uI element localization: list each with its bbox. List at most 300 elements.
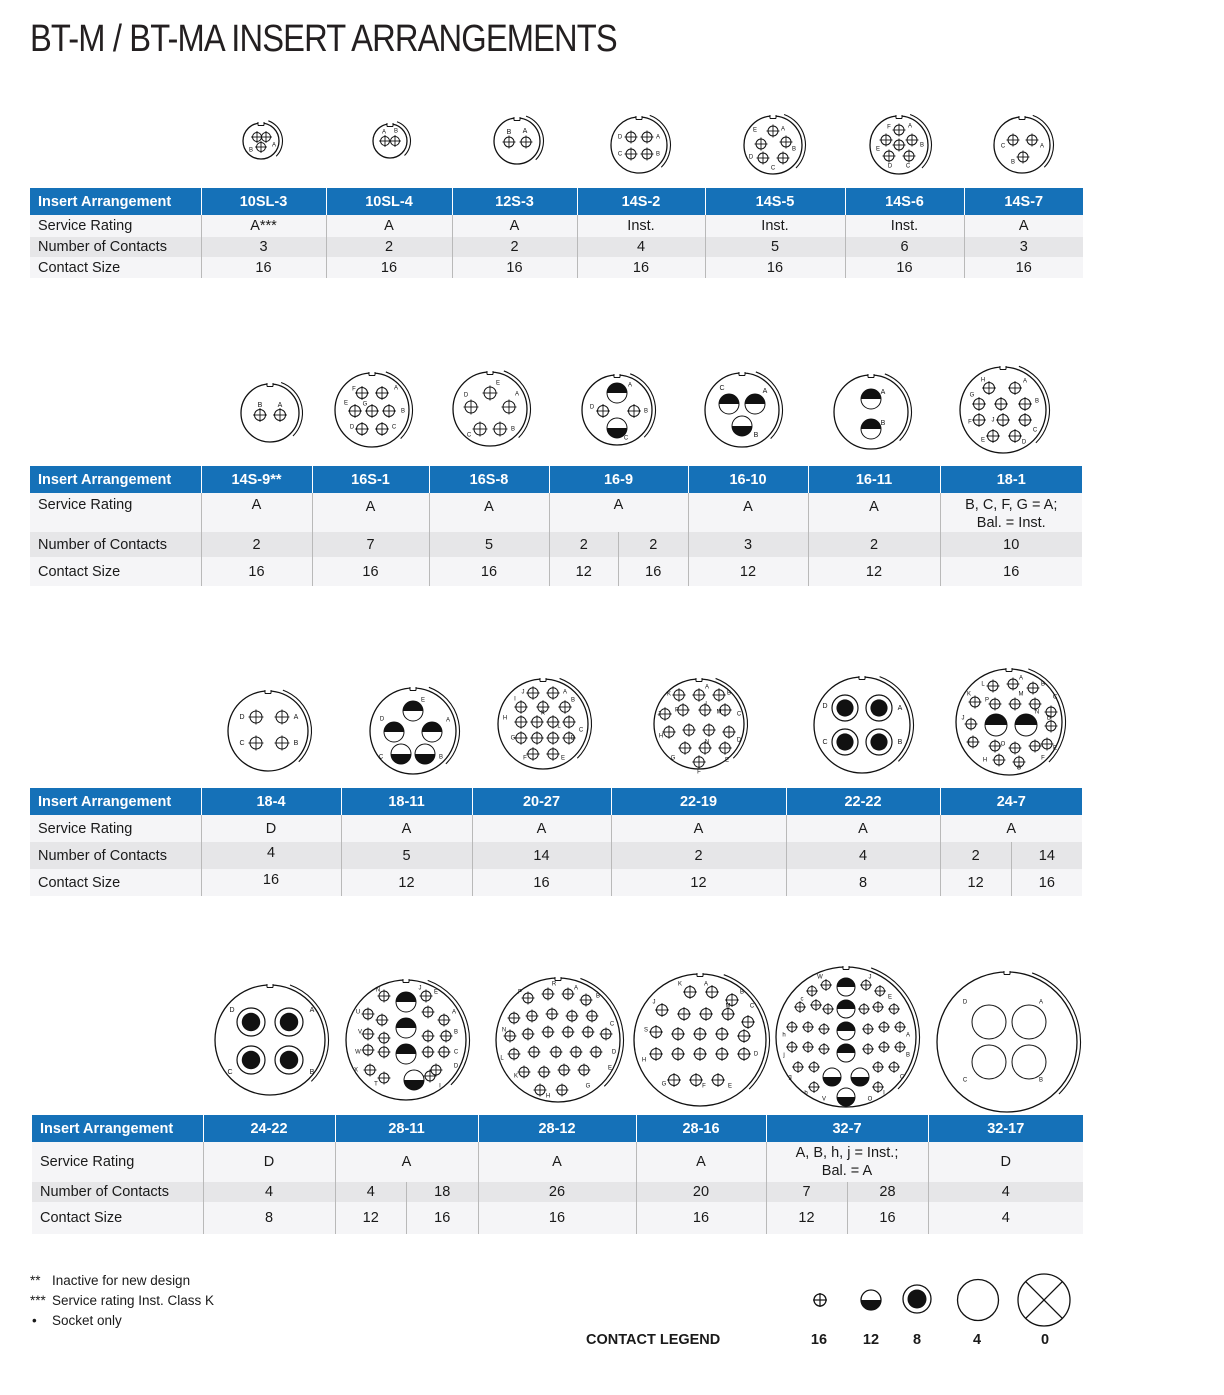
- svg-text:V: V: [357, 1029, 363, 1036]
- svg-text:C: C: [1052, 694, 1058, 701]
- insert-arrangement-header: Insert Arrangement: [30, 188, 201, 215]
- service-rating-cell: B, C, F, G = A; Bal. = Inst.: [940, 493, 1082, 532]
- arrangement-name: 16-11: [808, 466, 940, 493]
- svg-text:P: P: [984, 697, 990, 704]
- insert-diagram-20-27: [488, 669, 598, 779]
- footnote-text: Socket only: [52, 1313, 122, 1328]
- service-rating-cell: A: [312, 493, 429, 532]
- svg-text:J: J: [961, 715, 965, 722]
- insert-arrangement-header: Insert Arrangement: [32, 1115, 203, 1142]
- svg-text:J: J: [991, 417, 995, 424]
- contact-size-cell: 16: [326, 257, 452, 278]
- contacts-cell: 5: [429, 532, 549, 557]
- insert-diagram-24-7: [946, 659, 1072, 785]
- service-rating-cell: A: [326, 215, 452, 237]
- svg-text:G: G: [1016, 765, 1022, 772]
- contact-size-cell: 16: [452, 257, 577, 278]
- svg-text:I: I: [968, 739, 970, 746]
- svg-text:B: B: [400, 408, 406, 415]
- service-rating-cell: Inst.: [845, 215, 964, 237]
- service-rating-cell: Inst.: [577, 215, 705, 237]
- insert-table-1: [30, 188, 1083, 278]
- svg-text:F: F: [702, 1083, 706, 1090]
- svg-text:C: C: [962, 1077, 968, 1084]
- svg-text:J: J: [418, 985, 422, 992]
- svg-text:W: W: [817, 974, 823, 981]
- contacts-cell: 20: [636, 1182, 766, 1202]
- svg-text:M: M: [725, 1003, 731, 1010]
- svg-text:D: D: [589, 404, 595, 411]
- svg-text:C: C: [391, 424, 397, 431]
- insert-diagram-22-22: [804, 667, 920, 783]
- service-rating-cell: D: [201, 815, 341, 842]
- contact-size-cell: 16: [705, 257, 845, 278]
- arrangement-name: 32-17: [928, 1115, 1083, 1142]
- svg-text:C: C: [239, 739, 245, 747]
- svg-text:j: j: [783, 1052, 785, 1059]
- svg-text:M: M: [1018, 691, 1024, 698]
- service-rating-cell: A: [636, 1142, 766, 1182]
- contacts-cell: [940, 842, 1082, 869]
- contacts-cell: 3: [201, 237, 326, 257]
- contact-size-cell: [766, 1202, 928, 1234]
- svg-text:H: H: [982, 757, 988, 764]
- svg-text:A: A: [451, 1009, 457, 1016]
- svg-text:A: A: [309, 1006, 315, 1014]
- svg-text:K: K: [666, 691, 672, 698]
- service-rating-cell: A: [429, 493, 549, 532]
- service-rating-cell: A: [201, 493, 312, 532]
- svg-text:L: L: [705, 701, 709, 708]
- arrangement-name: 14S-2: [577, 188, 705, 215]
- footnote-mark: •: [32, 1313, 37, 1328]
- contacts-subcell: 2: [618, 532, 688, 557]
- contact-size-cell: 16: [940, 557, 1082, 586]
- contact-size-cell: [335, 1202, 478, 1234]
- contact-size-cell: [940, 869, 1082, 896]
- svg-text:C: C: [899, 1074, 905, 1081]
- svg-text:D: D: [611, 1049, 617, 1056]
- contacts-subcell: 7: [802, 1184, 811, 1200]
- svg-text:H: H: [545, 1093, 551, 1100]
- page-title: BT-M / BT-MA INSERT ARRANGEMENTS: [30, 18, 617, 60]
- legend-size-label: 8: [912, 1332, 922, 1348]
- svg-text:A: A: [271, 142, 277, 149]
- svg-text:H: H: [980, 377, 986, 384]
- footnote-mark: **: [30, 1273, 41, 1288]
- svg-text:H: H: [658, 733, 664, 740]
- svg-text:D: D: [736, 737, 742, 744]
- legend-size-label: 0: [1040, 1332, 1050, 1348]
- contact-size-cell: 16: [478, 1202, 636, 1234]
- contact-size-cell: 12: [808, 557, 940, 586]
- svg-text:C: C: [623, 435, 629, 442]
- service-rating-cell: A: [786, 815, 940, 842]
- svg-text:C: C: [770, 165, 776, 172]
- insert-diagram-16-10: [695, 363, 789, 457]
- arrangement-name: 22-22: [786, 788, 940, 815]
- contacts-cell: 2: [201, 532, 312, 557]
- svg-text:F: F: [523, 755, 527, 762]
- insert-diagram-10sl-3: [233, 113, 289, 169]
- svg-text:H: H: [502, 715, 508, 722]
- legend-size-label: 16: [810, 1332, 828, 1348]
- insert-diagram-14s-7: [984, 107, 1060, 183]
- service-rating-cell: D: [928, 1142, 1083, 1182]
- svg-text:P: P: [517, 989, 523, 996]
- svg-text:E: E: [887, 994, 893, 1001]
- svg-text:G: G: [510, 735, 516, 742]
- svg-text:B: B: [897, 738, 903, 746]
- service-rating-cell: A: [940, 815, 1082, 842]
- svg-text:E: E: [875, 146, 881, 153]
- svg-text:g: g: [788, 1074, 792, 1081]
- arrangement-name: 16S-8: [429, 466, 549, 493]
- service-rating-cell: D: [203, 1142, 335, 1182]
- svg-text:A: A: [393, 385, 399, 392]
- svg-text:D: D: [239, 713, 245, 721]
- footnote-text: Service rating Inst. Class K: [52, 1293, 215, 1308]
- service-rating-label: Service Rating: [30, 493, 201, 532]
- svg-text:B: B: [453, 1029, 459, 1036]
- svg-text:B: B: [309, 1068, 315, 1076]
- contacts-cell: 4: [577, 237, 705, 257]
- svg-text:B: B: [880, 419, 886, 427]
- arrangement-name: 32-7: [766, 1115, 928, 1142]
- svg-text:I: I: [514, 696, 516, 703]
- service-rating-cell: A: [549, 493, 688, 532]
- svg-text:T: T: [374, 1081, 378, 1088]
- svg-text:A: A: [445, 717, 451, 724]
- arrangement-name: 28-16: [636, 1115, 766, 1142]
- footnote: [30, 1271, 214, 1291]
- svg-text:E: E: [343, 400, 349, 407]
- svg-text:G: G: [670, 755, 676, 762]
- svg-text:E: E: [495, 380, 501, 387]
- arrangement-name: 18-1: [940, 466, 1082, 493]
- contacts-cell: 3: [964, 237, 1083, 257]
- svg-text:D: D: [962, 999, 968, 1006]
- svg-text:F: F: [1041, 755, 1045, 762]
- insert-diagram-28-11: [336, 970, 476, 1110]
- svg-text:C: C: [749, 1003, 755, 1010]
- svg-text:K: K: [677, 981, 683, 988]
- contacts-cell: 4: [928, 1182, 1083, 1202]
- svg-text:b: b: [804, 1090, 808, 1097]
- svg-text:L: L: [557, 723, 561, 730]
- svg-text:D: D: [822, 702, 828, 710]
- contact-size-label: Contact Size: [30, 557, 201, 586]
- contact-size-subcell: 12: [575, 563, 592, 580]
- contact-size-cell: 16: [577, 257, 705, 278]
- contact-size-cell: 16: [636, 1202, 766, 1234]
- svg-text:J: J: [868, 974, 872, 981]
- arrangement-name: 14S-6: [845, 188, 964, 215]
- svg-text:E: E: [727, 1083, 733, 1090]
- svg-text:C: C: [905, 163, 911, 170]
- svg-text:F: F: [352, 386, 356, 393]
- arrangement-name: 24-7: [940, 788, 1082, 815]
- svg-text:F: F: [968, 419, 972, 426]
- contact-size-cell: 16: [429, 557, 549, 586]
- svg-text:B: B: [905, 1052, 911, 1059]
- svg-text:B: B: [510, 426, 516, 433]
- number-of-contacts-label: Number of Contacts: [32, 1182, 203, 1202]
- arrangement-name: 20-27: [472, 788, 611, 815]
- crosshair-contact-icon: [808, 1288, 832, 1312]
- svg-text:D: D: [887, 163, 893, 170]
- insert-diagram-14s-9: [231, 374, 309, 452]
- svg-text:C: C: [1032, 427, 1038, 434]
- contacts-cell: 4: [203, 1182, 335, 1202]
- svg-text:C: C: [453, 1049, 459, 1056]
- svg-text:E: E: [560, 755, 566, 762]
- contacts-cell: 5: [705, 237, 845, 257]
- svg-text:A: A: [562, 689, 568, 696]
- contact-size-cell: 16: [201, 257, 326, 278]
- number-of-contacts-label: Number of Contacts: [30, 237, 201, 257]
- svg-text:A: A: [897, 704, 903, 712]
- arrangement-name: 16-10: [688, 466, 808, 493]
- svg-text:C: C: [609, 1021, 615, 1028]
- service-rating-label: Service Rating: [30, 815, 201, 842]
- contact-size-subcell: 16: [618, 557, 688, 586]
- svg-text:F: F: [697, 769, 701, 776]
- insert-diagram-16s-1: [325, 363, 419, 457]
- service-rating-label: Service Rating: [32, 1142, 203, 1182]
- contact-size-subcell: 16: [847, 1202, 928, 1234]
- arrangement-name: 14S-7: [964, 188, 1083, 215]
- contacts-subcell: 18: [406, 1182, 478, 1202]
- svg-text:M: M: [716, 709, 722, 716]
- service-rating-cell: A: [335, 1142, 478, 1182]
- service-rating-cell: Inst.: [705, 215, 845, 237]
- svg-text:B: B: [438, 754, 444, 761]
- insert-arrangement-header: Insert Arrangement: [30, 788, 201, 815]
- contacts-cell: 2: [611, 842, 786, 869]
- service-rating-cell: A: [472, 815, 611, 842]
- svg-text:A: A: [522, 127, 528, 135]
- contact-size-subcell: 12: [362, 1210, 379, 1226]
- svg-text:X: X: [353, 1067, 359, 1074]
- svg-text:B: B: [753, 431, 759, 439]
- contact-size-cell: 12: [341, 869, 472, 896]
- contacts-subcell: 14: [1011, 842, 1082, 869]
- contacts-subcell: 28: [847, 1182, 928, 1202]
- insert-arrangement-header: Insert Arrangement: [30, 466, 201, 493]
- contacts-cell: 10: [940, 532, 1082, 557]
- svg-text:E: E: [433, 989, 439, 996]
- insert-diagram-16-9: [572, 365, 662, 455]
- svg-text:D: D: [617, 134, 623, 141]
- svg-text:D: D: [1046, 715, 1052, 722]
- svg-text:A: A: [573, 985, 579, 992]
- svg-text:B: B: [595, 993, 601, 1000]
- svg-text:O: O: [867, 1096, 873, 1103]
- footnote: [30, 1311, 214, 1331]
- svg-text:E: E: [607, 1065, 613, 1072]
- contacts-cell: 14: [472, 842, 611, 869]
- svg-text:C: C: [578, 727, 584, 734]
- legend-size-label: 4: [972, 1332, 982, 1348]
- arrangement-name: 10SL-4: [326, 188, 452, 215]
- arrangement-name: 22-19: [611, 788, 786, 815]
- arrangement-name: 24-22: [203, 1115, 335, 1142]
- svg-text:D: D: [748, 154, 754, 161]
- service-rating-cell: A: [964, 215, 1083, 237]
- svg-text:A: A: [1018, 675, 1024, 682]
- insert-diagram-16-11: [824, 365, 918, 459]
- service-rating-cell: A: [611, 815, 786, 842]
- contacts-cell: 26: [478, 1182, 636, 1202]
- insert-diagram-18-11: [360, 678, 466, 784]
- svg-text:C: C: [378, 754, 384, 761]
- svg-text:F: F: [887, 124, 891, 131]
- arrangement-name: 28-12: [478, 1115, 636, 1142]
- contacts-cell: 5: [341, 842, 472, 869]
- svg-text:C: C: [227, 1068, 233, 1076]
- contact-size-cell: 16: [964, 257, 1083, 278]
- svg-text:J: J: [657, 711, 661, 718]
- svg-text:A: A: [293, 713, 299, 721]
- svg-text:C: C: [617, 151, 623, 158]
- svg-text:G: G: [585, 1083, 591, 1090]
- svg-text:J: J: [652, 999, 656, 1006]
- svg-text:D: D: [1021, 439, 1027, 446]
- contact-size-cell: 8: [786, 869, 940, 896]
- contacts-subcell: 2: [579, 536, 588, 553]
- half-filled-contact-icon: [858, 1288, 884, 1314]
- insert-diagram-14s-6: [860, 106, 938, 184]
- contact-size-subcell: 12: [798, 1210, 815, 1226]
- svg-text:C: C: [822, 738, 828, 746]
- svg-text:A: A: [780, 126, 786, 133]
- svg-text:P: P: [674, 707, 680, 714]
- contact-size-label: Contact Size: [32, 1202, 203, 1234]
- svg-text:B: B: [393, 128, 399, 135]
- svg-text:A: A: [1038, 999, 1044, 1006]
- svg-text:W: W: [355, 1049, 361, 1056]
- svg-text:A: A: [1022, 378, 1028, 385]
- svg-text:I: I: [439, 1083, 441, 1090]
- svg-text:c: c: [800, 996, 804, 1003]
- service-rating-label: Service Rating: [30, 215, 201, 237]
- contacts-cell: 2: [326, 237, 452, 257]
- svg-text:K: K: [966, 691, 972, 698]
- insert-diagram-16s-8: [443, 362, 537, 456]
- svg-text:H: H: [641, 1057, 647, 1064]
- svg-text:B: B: [1038, 1077, 1044, 1084]
- svg-text:A: A: [655, 134, 661, 141]
- svg-text:O: O: [1000, 741, 1006, 748]
- insert-diagram-18-1: [950, 357, 1056, 463]
- svg-text:D: D: [229, 1006, 235, 1014]
- contact-size-cell: 16: [201, 869, 341, 896]
- svg-text:N: N: [704, 739, 710, 746]
- contact-size-cell: 8: [203, 1202, 335, 1234]
- svg-text:R: R: [551, 981, 557, 988]
- insert-diagram-32-7: [766, 957, 926, 1117]
- service-rating-cell: A: [478, 1142, 636, 1182]
- contact-size-label: Contact Size: [30, 257, 201, 278]
- svg-text:G: G: [362, 401, 368, 408]
- arrangement-name: 28-11: [335, 1115, 478, 1142]
- contact-size-cell: 16: [201, 557, 312, 586]
- svg-text:E: E: [420, 697, 426, 704]
- contact-size-subcell: 16: [406, 1202, 478, 1234]
- svg-text:G: G: [969, 392, 975, 399]
- contact-size-cell: 4: [928, 1202, 1083, 1234]
- insert-diagram-24-22: [205, 975, 335, 1105]
- insert-diagram-12s-3: [484, 108, 550, 174]
- filled-ring-contact-icon: [902, 1284, 932, 1314]
- svg-text:N: N: [375, 987, 381, 994]
- svg-text:A: A: [880, 388, 886, 396]
- contact-size-cell: 12: [688, 557, 808, 586]
- svg-text:I: I: [883, 1090, 885, 1097]
- svg-text:C: C: [736, 711, 742, 718]
- contact-size-cell: 16: [312, 557, 429, 586]
- number-of-contacts-label: Number of Contacts: [30, 532, 201, 557]
- contact-size-subcell: 12: [967, 874, 984, 891]
- svg-text:B: B: [1040, 681, 1046, 688]
- contacts-cell: 6: [845, 237, 964, 257]
- svg-text:E: E: [980, 437, 986, 444]
- insert-diagram-22-19: [644, 669, 754, 779]
- footnote-text: Inactive for new design: [52, 1273, 191, 1288]
- contacts-subcell: 4: [366, 1184, 375, 1200]
- svg-text:A: A: [277, 401, 283, 409]
- svg-text:E: E: [1052, 745, 1058, 752]
- insert-diagram-28-12: [486, 968, 630, 1112]
- svg-text:B: B: [1010, 159, 1016, 166]
- arrangement-name: 14S-5: [705, 188, 845, 215]
- svg-text:K: K: [540, 710, 546, 717]
- insert-table-4: [32, 1115, 1083, 1234]
- service-rating-cell: A, B, h, j = Inst.; Bal. = A: [766, 1142, 928, 1182]
- svg-text:U: U: [355, 1009, 361, 1016]
- svg-text:B: B: [257, 401, 263, 409]
- svg-text:C: C: [1000, 143, 1006, 150]
- contacts-cell: 7: [312, 532, 429, 557]
- svg-text:A: A: [762, 387, 768, 395]
- svg-text:B: B: [739, 989, 745, 996]
- contacts-cell: [549, 532, 688, 557]
- crossed-circle-contact-icon: [1016, 1272, 1072, 1328]
- contact-size-cell: [549, 557, 688, 586]
- contact-size-subcell: 16: [1011, 869, 1082, 896]
- arrangement-name: 14S-9**: [201, 466, 312, 493]
- service-rating-cell: A: [688, 493, 808, 532]
- footnotes: [30, 1271, 214, 1331]
- insert-diagram-18-4: [218, 681, 318, 781]
- svg-text:B: B: [919, 142, 925, 149]
- number-of-contacts-label: Number of Contacts: [30, 842, 201, 869]
- svg-text:B: B: [655, 151, 661, 158]
- svg-text:D: D: [453, 1063, 459, 1070]
- svg-text:A: A: [627, 382, 633, 389]
- arrangement-name: 18-11: [341, 788, 472, 815]
- svg-text:D: D: [463, 392, 469, 399]
- svg-text:L: L: [500, 1055, 504, 1062]
- service-rating-cell: A: [452, 215, 577, 237]
- open-circle-contact-icon: [956, 1278, 1000, 1322]
- svg-text:V: V: [821, 1096, 827, 1103]
- contacts-subcell: 2: [971, 847, 980, 864]
- svg-text:B: B: [726, 690, 732, 697]
- svg-text:A: A: [381, 129, 387, 136]
- svg-text:J: J: [521, 689, 525, 696]
